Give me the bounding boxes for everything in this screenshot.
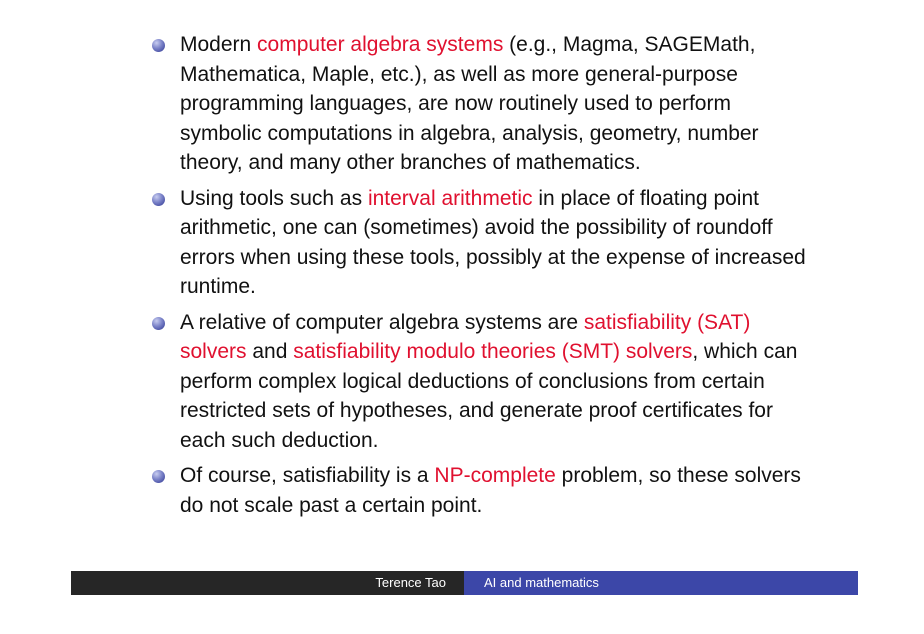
bullet-item xyxy=(150,461,810,520)
bullet-text: Of course, satisfiability is a xyxy=(180,464,435,487)
bullet-text: , which can perform complex logical deductions of conclusions from certain restricted sets of hypotheses, and generate proof certificates for each such deduction. xyxy=(180,340,798,452)
bullet-text: and xyxy=(246,340,294,363)
bullet-text: problem, so these solvers do not scale past a certain point. xyxy=(180,464,801,517)
bullet-text: A relative of computer algebra systems are xyxy=(180,310,584,334)
footer-title: AI and mathematics xyxy=(464,571,858,595)
highlighted-term: computer algebra systems xyxy=(257,33,504,56)
footer-author: Terence Tao xyxy=(71,571,464,595)
bullet-item xyxy=(150,30,810,178)
bullet-text: (e.g., Magma, SAGEMath, Mathematica, Maple, etc.), as well as more general-purpose programming languages, are now routinely used to perform symbolic computations in algebra, analysis, geometry, number theory, and many other branches of mathematics. xyxy=(180,33,759,174)
bullet-text: in place of floating point arithmetic, one can (sometimes) avoid the possibility of roundoff errors when using these tools, possibly at the expense of increased runtime. xyxy=(180,186,806,298)
highlighted-term: satisfiability (SAT) solvers xyxy=(180,310,751,363)
highlighted-term: interval arithmetic xyxy=(367,186,533,210)
bullet-item xyxy=(150,308,810,456)
bullet-icon xyxy=(152,39,165,52)
bullet-text: Using tools such as xyxy=(180,186,368,210)
bullet-list xyxy=(150,30,810,520)
highlighted-term: satisfiability modulo theories (SMT) solvers xyxy=(293,340,693,363)
footer-bar xyxy=(71,571,858,595)
highlighted-term: NP-complete xyxy=(434,464,556,487)
bullet-icon xyxy=(152,470,165,483)
bullet-item xyxy=(150,184,810,302)
bullet-text: Modern xyxy=(180,33,258,56)
bullet-icon xyxy=(152,193,165,206)
slide-body xyxy=(150,30,810,526)
bullet-icon xyxy=(152,317,165,330)
